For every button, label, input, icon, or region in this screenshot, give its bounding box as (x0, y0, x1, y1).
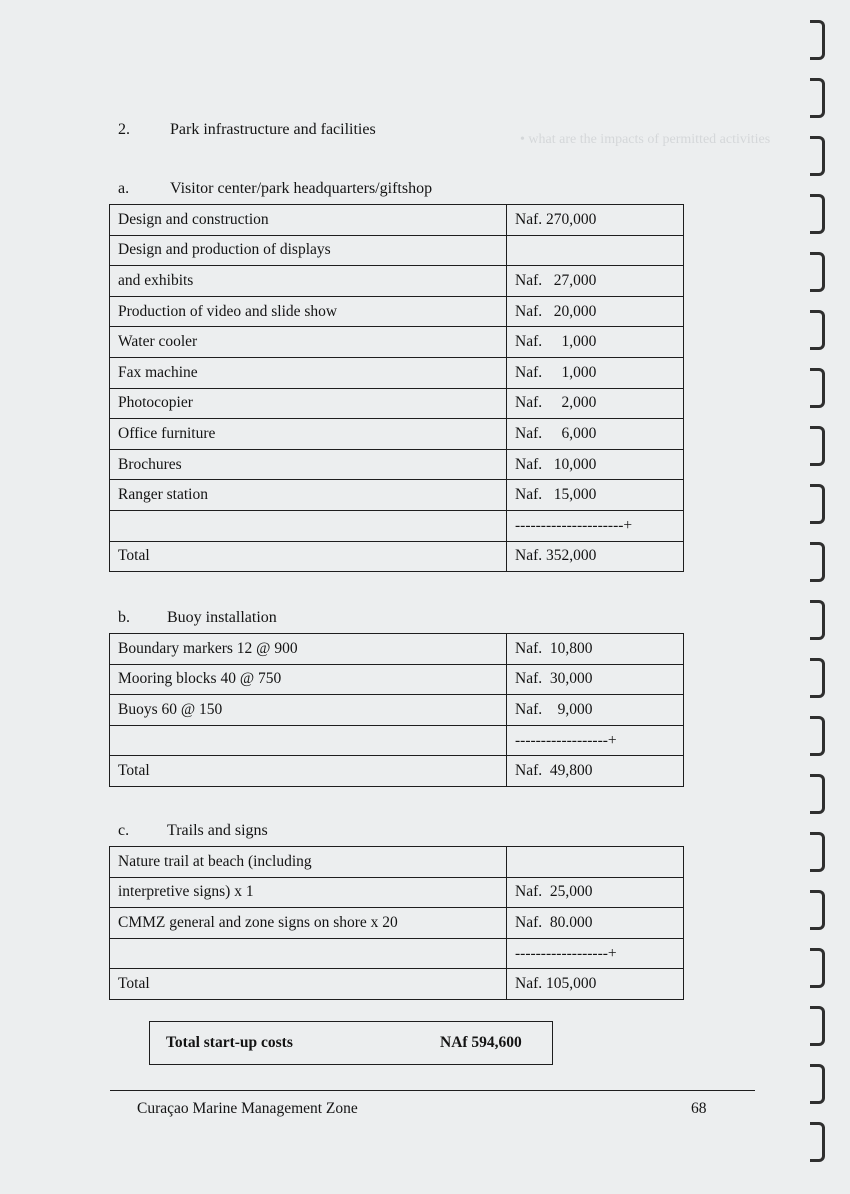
cost-item-label (110, 725, 507, 756)
binding-ring (810, 426, 825, 466)
subsection-c-title: Trails and signs (167, 822, 268, 839)
cost-item-value: Naf. 25,000 (507, 877, 684, 908)
subsection-b-letter: b. (118, 609, 130, 626)
cost-item-value: Naf. 352,000 (507, 541, 684, 572)
cost-item-value: Naf. 10,800 (507, 634, 684, 665)
subsection-a-title: Visitor center/park headquarters/giftshop (170, 180, 433, 197)
table-row (110, 756, 684, 787)
cost-item-label: Design and construction (110, 205, 507, 236)
table-row (110, 938, 684, 969)
cost-item-value: ---------------------+ (507, 510, 684, 541)
cost-item-label: Total (110, 756, 507, 787)
cost-item-value: Naf. 30,000 (507, 664, 684, 695)
binding-ring (810, 20, 825, 60)
cost-item-label: Boundary markers 12 @ 900 (110, 634, 507, 665)
cost-item-value: ------------------+ (507, 725, 684, 756)
binding-ring (810, 252, 825, 292)
page-number: 68 (691, 1100, 707, 1117)
binding-ring (810, 600, 825, 640)
table-row (110, 969, 684, 1000)
cost-item-label: Brochures (110, 449, 507, 480)
visitor-center-cost-table (109, 204, 684, 572)
cost-item-label: Office furniture (110, 419, 507, 450)
cost-item-label: Total (110, 541, 507, 572)
table-row (110, 205, 684, 236)
subsection-a-letter: a. (118, 180, 130, 197)
subsection-c-letter: c. (118, 822, 130, 839)
bleed-through-text: • what are the impacts of permitted activities (520, 132, 771, 147)
footer-title: Curaçao Marine Management Zone (137, 1100, 358, 1117)
cost-item-value: Naf. 6,000 (507, 419, 684, 450)
footer-rule (110, 1090, 755, 1091)
binding-ring (810, 1122, 825, 1162)
table-row (110, 541, 684, 572)
cost-item-label: Fax machine (110, 357, 507, 388)
subsection-b-title: Buoy installation (167, 609, 277, 626)
binding-ring (810, 136, 825, 176)
binding-ring (810, 948, 825, 988)
cost-item-value: Naf. 2,000 (507, 388, 684, 419)
table-row (110, 725, 684, 756)
table-row (110, 877, 684, 908)
table-row (110, 419, 684, 450)
cost-item-label: Production of video and slide show (110, 296, 507, 327)
binding-ring (810, 1064, 825, 1104)
cost-item-value: Naf. 80.000 (507, 908, 684, 939)
grand-total-label: Total start-up costs (166, 1034, 293, 1051)
cost-item-value: Naf. 9,000 (507, 695, 684, 726)
buoy-installation-cost-table (109, 633, 684, 787)
binding-ring (810, 890, 825, 930)
cost-item-value (507, 847, 684, 878)
binding-ring (810, 832, 825, 872)
cost-item-label: Ranger station (110, 480, 507, 511)
cost-item-label: Design and production of displays (110, 235, 507, 266)
table-row (110, 480, 684, 511)
table-row (110, 266, 684, 297)
table-row (110, 357, 684, 388)
cost-item-label: Total (110, 969, 507, 1000)
grand-total-box (149, 1021, 553, 1065)
cost-item-label: interpretive signs) x 1 (110, 877, 507, 908)
table-row (110, 296, 684, 327)
cost-item-label: CMMZ general and zone signs on shore x 20 (110, 908, 507, 939)
table-row (110, 449, 684, 480)
table-row (110, 847, 684, 878)
cost-item-label: Photocopier (110, 388, 507, 419)
section-title: Park infrastructure and facilities (170, 121, 376, 138)
cost-item-value: Naf. 105,000 (507, 969, 684, 1000)
cost-item-label: and exhibits (110, 266, 507, 297)
trails-and-signs-cost-table (109, 846, 684, 1000)
binding-ring (810, 310, 825, 350)
table-row (110, 695, 684, 726)
binding-ring (810, 1006, 825, 1046)
cost-item-value: Naf. 1,000 (507, 327, 684, 358)
cost-item-label: Buoys 60 @ 150 (110, 695, 507, 726)
cost-item-value: ------------------+ (507, 938, 684, 969)
section-number: 2. (118, 121, 130, 138)
binding-ring (810, 542, 825, 582)
binding-ring (810, 716, 825, 756)
cost-item-value: Naf. 1,000 (507, 357, 684, 388)
binding-ring (810, 368, 825, 408)
grand-total-value: NAf 594,600 (440, 1034, 522, 1051)
table-row (110, 664, 684, 695)
table-row (110, 388, 684, 419)
cost-item-value (507, 235, 684, 266)
spiral-binding (810, 20, 836, 1185)
table-row (110, 327, 684, 358)
binding-ring (810, 484, 825, 524)
cost-item-value: Naf. 15,000 (507, 480, 684, 511)
cost-item-label: Water cooler (110, 327, 507, 358)
cost-item-label (110, 938, 507, 969)
table-row (110, 634, 684, 665)
cost-item-label: Nature trail at beach (including (110, 847, 507, 878)
cost-item-value: Naf. 10,000 (507, 449, 684, 480)
binding-ring (810, 774, 825, 814)
cost-item-value: Naf. 20,000 (507, 296, 684, 327)
table-row (110, 908, 684, 939)
binding-ring (810, 194, 825, 234)
cost-item-value: Naf. 49,800 (507, 756, 684, 787)
cost-item-label: Mooring blocks 40 @ 750 (110, 664, 507, 695)
cost-item-value: Naf. 270,000 (507, 205, 684, 236)
cost-item-label (110, 510, 507, 541)
binding-ring (810, 78, 825, 118)
cost-item-value: Naf. 27,000 (507, 266, 684, 297)
table-row (110, 235, 684, 266)
binding-ring (810, 658, 825, 698)
table-row (110, 510, 684, 541)
